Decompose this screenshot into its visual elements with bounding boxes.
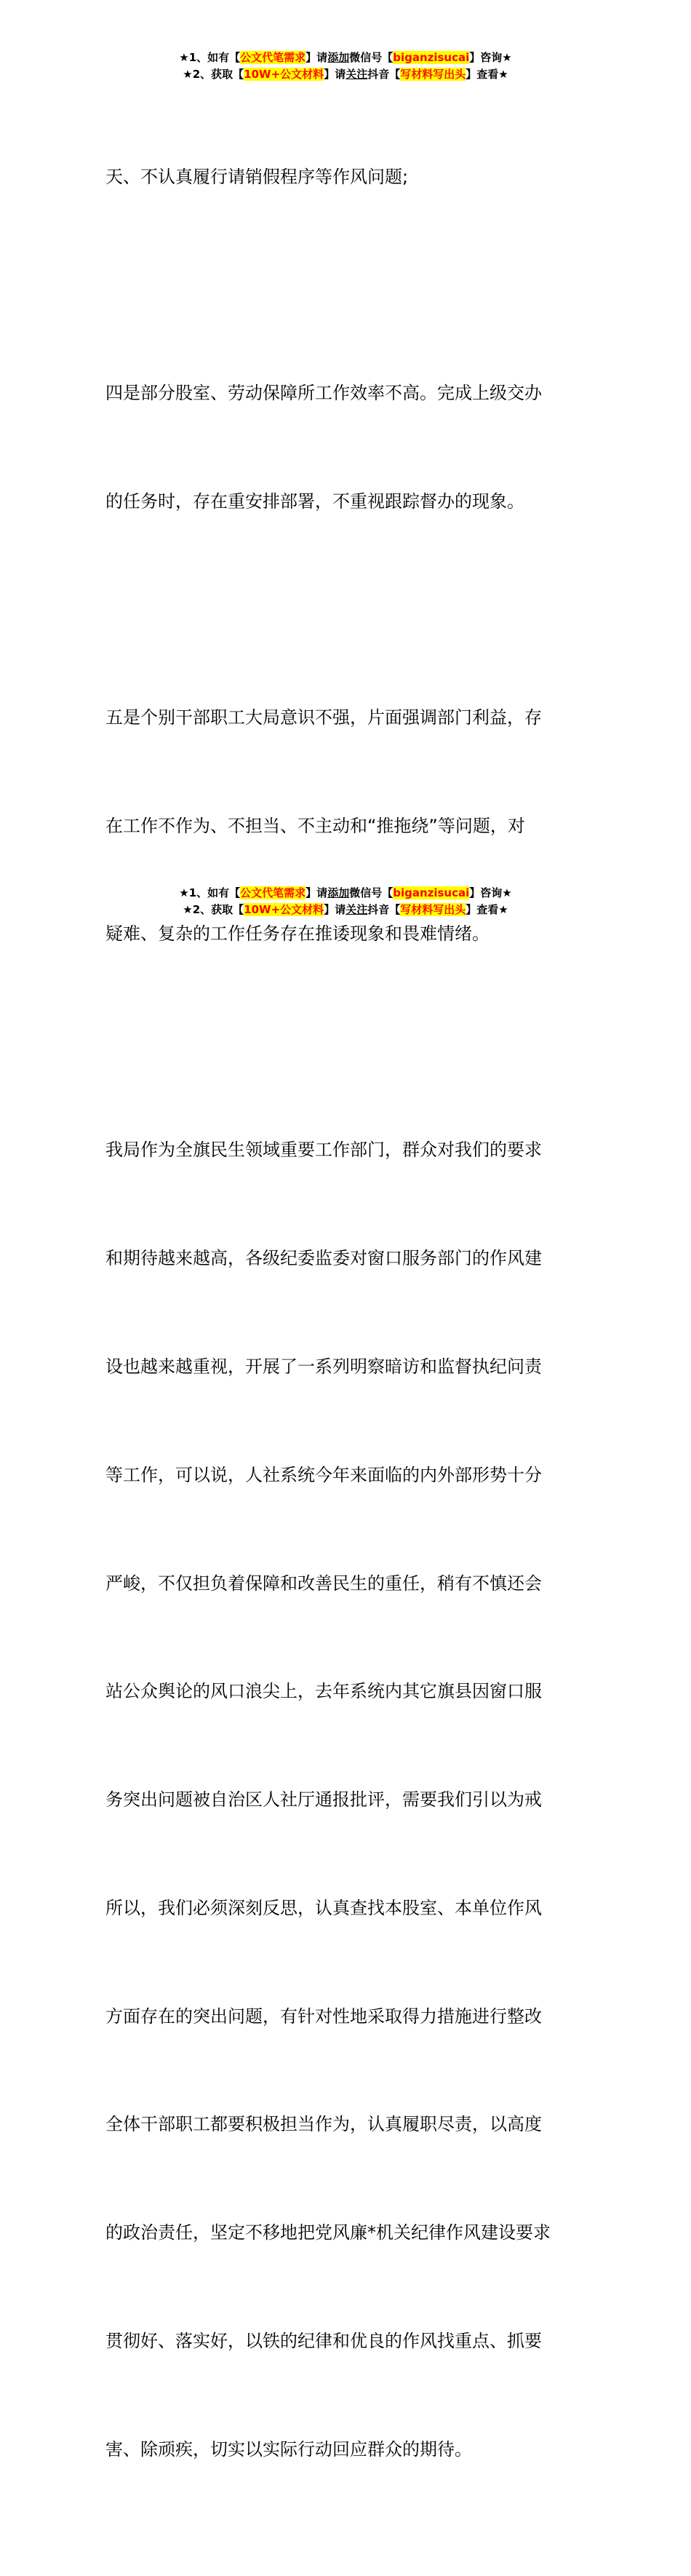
highlight-wechat-id: biganzisucai [393, 886, 470, 899]
banner-line-1 [0, 885, 691, 902]
text-line: 务突出问题被自治区人社厅通报批评，需要我们引以为戒 [105, 1789, 542, 1810]
document-body [105, 87, 589, 2576]
text-line: 等工作，可以说，人社系统今年来面临的内外部形势十分 [105, 1464, 542, 1485]
banner-text: 】请 [305, 886, 328, 899]
paragraph-4 [105, 1060, 589, 2540]
text-line: 的任务时，存在重安排部署，不重视跟踪督办的现象。 [105, 490, 524, 512]
text-line: 和期待越来越高，各级纪委监委对窗口服务部门的作风建 [105, 1248, 542, 1269]
banner-text: 】请 [305, 51, 328, 64]
banner-text: 2、获取【 [192, 903, 244, 916]
text-line: 所以，我们必须深刻反思，认真查找本股室、本单位作风 [105, 1897, 542, 1918]
highlight-douyin: 写材料写出头 [400, 903, 466, 916]
banner-text: 】查看★ [466, 903, 508, 916]
text-line: 五是个别干部职工大局意识不强，片面强调部门利益，存 [105, 707, 542, 728]
highlight-service: 公文代笔需求 [240, 886, 306, 899]
underlined-text: 添加 [327, 886, 350, 899]
banner-text: 】查看★ [466, 68, 508, 81]
text-line: 四是部分股室、劳动保障所工作效率不高。完成上级交办 [105, 383, 542, 404]
banner-text: 】咨询★ [469, 886, 512, 899]
text-line: 贯彻好、落实好，以铁的纪律和优良的作风找重点、抓要 [105, 2331, 542, 2352]
header-banner [0, 49, 691, 83]
highlight-materials: 10W+公文材料 [244, 68, 324, 81]
highlight-materials: 10W+公文材料 [244, 903, 324, 916]
text-line: 方面存在的突出问题，有针对性地采取得力措施进行整改 [105, 2005, 542, 2027]
star-icon: ★ [183, 903, 193, 916]
paragraph-2 [105, 303, 589, 592]
underlined-text: 添加 [327, 51, 350, 64]
banner-text: 】请 [324, 68, 346, 81]
banner-text: 】请 [324, 903, 346, 916]
banner-text: 】咨询★ [469, 51, 512, 64]
banner-line-2 [0, 66, 691, 83]
banner-text: 微信号【 [349, 886, 394, 899]
text-line: 全体干部职工都要积极担当作为，认真履职尽责，以高度 [105, 2114, 542, 2135]
banner-text: 2、获取【 [192, 68, 244, 81]
text-line: 天、不认真履行请销假程序等作风问题; [105, 167, 409, 188]
footer-banner [0, 885, 691, 918]
star-icon: ★ [183, 68, 193, 81]
star-icon: ★ [179, 51, 189, 64]
text-line: 严峻，不仅担负着保障和改善民生的重任，稍有不慎还会 [105, 1573, 542, 1594]
banner-text: 抖音【 [367, 903, 401, 916]
text-line: 的政治责任，坚定不移地把党风廉*机关纪律作风建设要求 [105, 2222, 551, 2243]
text-line: 站公众舆论的风口浪尖上，去年系统内其它旗县因窗口服 [105, 1681, 542, 1702]
banner-line-1 [0, 49, 691, 66]
paragraph-1 [105, 87, 589, 268]
text-line: 害、除顽疾，切实以实际行动回应群众的期待。 [105, 2438, 472, 2460]
banner-line-2 [0, 902, 691, 918]
highlight-service: 公文代笔需求 [240, 51, 306, 64]
text-line: 疑难、复杂的工作任务存在推诿现象和畏难情绪。 [105, 923, 490, 945]
underlined-text: 关注 [346, 68, 368, 81]
underlined-text: 关注 [346, 903, 368, 916]
banner-text: 微信号【 [349, 51, 394, 64]
star-icon: ★ [179, 886, 189, 899]
paragraph-3 [105, 628, 589, 1025]
text-line: 设也越来越重视，开展了一系列明察暗访和监督执纪问责 [105, 1356, 542, 1377]
highlight-wechat-id: biganzisucai [393, 51, 470, 64]
text-line: 我局作为全旗民生领域重要工作部门，群众对我们的要求 [105, 1140, 542, 1161]
highlight-douyin: 写材料写出头 [400, 68, 466, 81]
banner-text: 1、如有【 [188, 51, 241, 64]
banner-text: 抖音【 [367, 68, 401, 81]
text-line: 在工作不作为、不担当、不主动和“推拖绕”等问题，对 [105, 815, 525, 836]
banner-text: 1、如有【 [188, 886, 241, 899]
